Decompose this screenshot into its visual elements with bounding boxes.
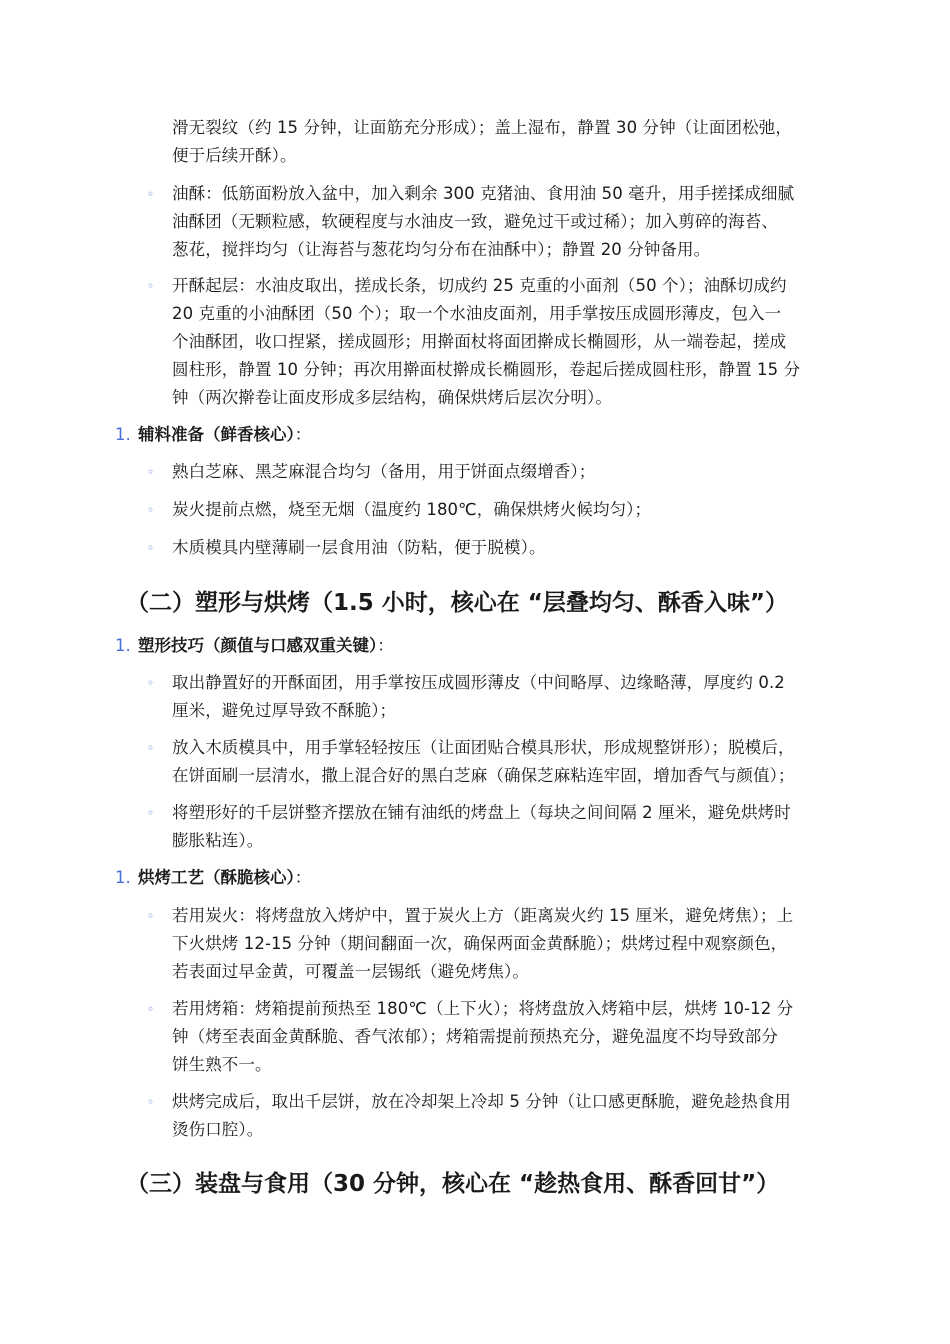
subsection-label [138,421,311,449]
list-item-line: 油酥团（无颗粒感，软硬程度与水油皮一致，避免过干或过稀）；加入剪碎的海苔、 [172,212,778,231]
bullet-icon: ◦ [147,1002,155,1016]
subsection-title: 辅料准备（鲜香核心） [138,425,295,444]
bullet-icon: ◦ [147,909,155,923]
section-heading: （三）装盘与食用（30 分钟，核心在 “趁热食用、酥香回甘”） [126,1171,780,1197]
list-item-line: 圆柱形，静置 10 分钟；再次用擀面杖擀成长椭圆形，卷起后搓成圆柱形，静置 15 分 [172,360,801,379]
colon: ： [377,636,394,655]
paragraph-line: 滑无裂纹（约 15 分钟，让面筋充分形成）；盖上湿布，静置 30 分钟（让面团松弛， [172,118,792,137]
bullet-icon: ◦ [147,465,155,479]
list-number: 1. [115,868,131,887]
bullet-icon: ◦ [147,741,155,755]
list-item-line: 若用炭火：将烤盘放入烤炉中，置于炭火上方（距离炭火约 15 厘米，避免烤焦）；上 [172,906,794,925]
list-item-line: 膨胀粘连）。 [172,831,264,850]
list-item-line: 油酥：低筋面粉放入盆中，加入剩余 300 克猪油、食用油 50 毫升，用手搓揉成细腻 [172,184,795,203]
list-item-line: 木质模具内壁薄刷一层食用油（防粘，便于脱模）。 [172,538,546,557]
bullet-icon: ◦ [147,187,155,201]
list-item-line: 钟（烤至表面金黄酥脆、香气浓郁）；烤箱需提前预热充分，避免温度不均导致部分 [172,1027,778,1046]
list-item-line: 饼生熟不一。 [172,1055,272,1074]
subsection-label [138,864,311,892]
list-item-line: 钟（两次擀卷让面皮形成多层结构，确保烘烤后层次分明）。 [172,388,612,407]
bullet-icon: ◦ [147,279,155,293]
list-item-line: 放入木质模具中，用手掌轻轻按压（让面团贴合模具形状，形成规整饼形）；脱模后， [172,738,795,757]
list-item-line: 在饼面刷一层清水，撒上混合好的黑白芝麻（确保芝麻粘连牢固，增加香气与颜值）； [172,766,795,785]
list-item-line: 厘米，避免过厚导致不酥脆）； [172,701,397,720]
list-item-line: 熟白芝麻、黑芝麻混合均匀（备用，用于饼面点缀增香）； [172,462,596,481]
bullet-icon: ◦ [147,676,155,690]
subsection-title: 烘烤工艺（酥脆核心） [138,868,295,887]
list-number: 1. [115,425,131,444]
list-item-line: 若用烤箱：烤箱提前预热至 180℃（上下火）；将烤盘放入烤箱中层，烘烤 10-12 分 [172,999,794,1018]
subsection-label [138,632,394,660]
bullet-icon: ◦ [147,1095,155,1109]
list-item-line: 开酥起层：水油皮取出，搓成长条，切成约 25 克重的小面剂（50 个）；油酥切成约 [172,276,787,295]
list-number: 1. [115,636,131,655]
bullet-icon: ◦ [147,503,155,517]
list-item-line: 下火烘烤 12-15 分钟（期间翻面一次，确保两面金黄酥脆）；烘烤过程中观察颜色， [172,934,788,953]
list-item-line: 炭火提前点燃，烧至无烟（温度约 180℃，确保烘烤火候均匀）； [172,500,652,519]
list-item-line: 将塑形好的千层饼整齐摆放在铺有油纸的烤盘上（每块之间间隔 2 厘米，避免烘烤时 [172,803,791,822]
list-item-line: 烫伤口腔）。 [172,1120,264,1139]
colon: ： [294,868,312,887]
bullet-icon: ◦ [147,541,155,555]
bullet-icon: ◦ [147,806,155,820]
list-item-line: 葱花，搅拌均匀（让海苔与葱花均匀分布在油酥中）；静置 20 分钟备用。 [172,240,711,259]
section-heading: （二）塑形与烘烤（1.5 小时，核心在 “层叠均匀、酥香入味”） [126,590,788,616]
list-item-line: 20 克重的小油酥团（50 个）；取一个水油皮面剂，用手掌按压成圆形薄皮，包入一 [172,304,782,323]
subsection-title: 塑形技巧（颜值与口感双重关键） [138,636,378,655]
list-item-line: 个油酥团，收口捏紧，搓成圆形；用擀面杖将面团擀成长椭圆形，从一端卷起，搓成 [172,332,787,351]
list-item-line: 若表面过早金黄，可覆盖一层锡纸（避免烤焦）。 [172,962,529,981]
list-item-line: 取出静置好的开酥面团，用手掌按压成圆形薄皮（中间略厚、边缘略薄，厚度约 0.2 [172,673,785,692]
paragraph-line: 便于后续开酥）。 [172,146,297,165]
colon: ： [294,425,312,444]
list-item-line: 烘烤完成后，取出千层饼，放在冷却架上冷却 5 分钟（让口感更酥脆，避免趁热食用 [172,1092,791,1111]
